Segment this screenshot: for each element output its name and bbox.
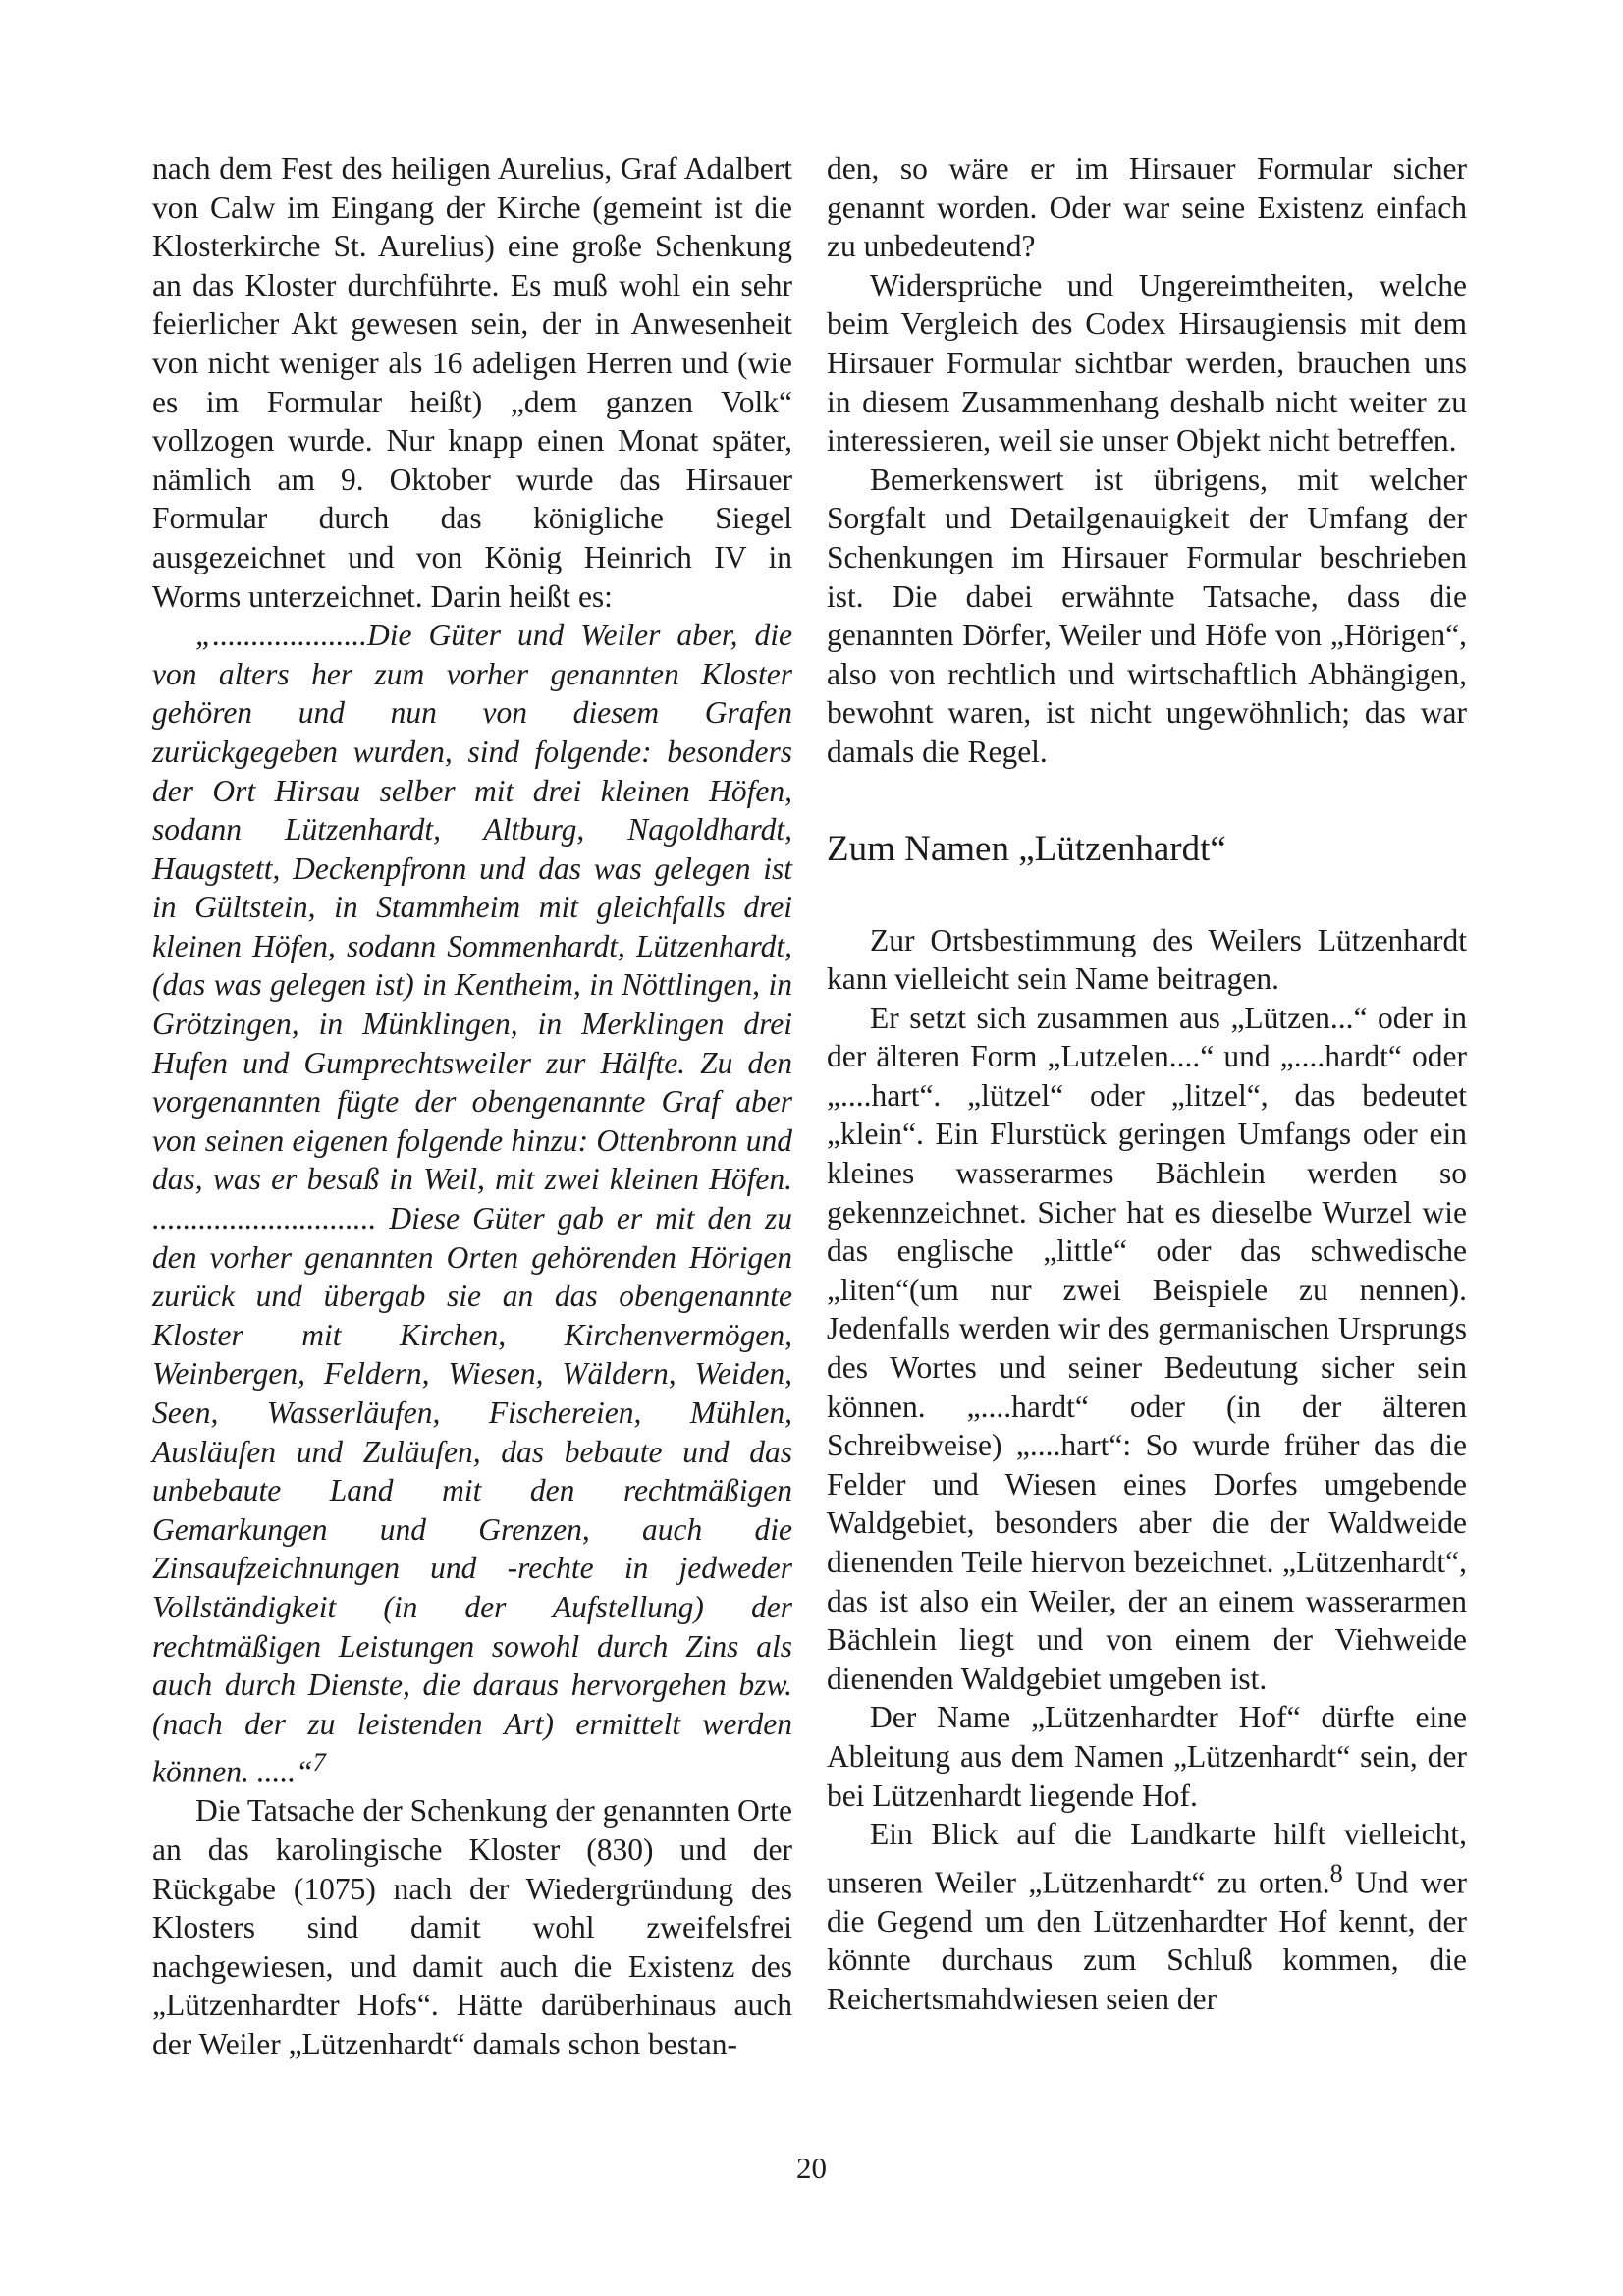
page-number: 20 [796, 2151, 827, 2185]
quote-hirsauer-formular [152, 616, 792, 1791]
paragraph-lutzenhardter-hof: Der Name „Lützenhardter Hof“ dürfte eine Ableitung aus dem Namen „Lützenhardt“ sein, der bei Lützenhardt liegende Hof. [827, 1700, 1467, 1813]
quote-text: „....................Die Güter und Weiler aber, die von alters her zum vorher genannten Kloster gehören und nun von diesem Grafen zurückgegeben wurden, sind folgende: besonders der Ort Hirsau selber mit drei kleinen Höfen, sodann Lützenhardt, Altburg, Nagoldhardt, Haugstett, Deckenpfronn und das was gelegen ist in Gültstein, in Stammheim mit gleichfalls drei kleinen Höfen, sodann Sommenhardt, Lützenhardt, (das was gelegen ist) in Kentheim, in Nöttlingen, in Grötzingen, in Münklingen, in Merklingen drei Hufen und Gumprechtsweiler zur Hälfte. Zu den vorgenannten fügte der obengenannte Graf aber von seinen eigenen folgende hinzu: Ottenbronn und das, was er besaß in Weil, mit zwei kleinen Höfen. ............................. Diese Güter gab er mit den zu den vorher genannten Orten gehörenden Hörigen zurück und übergab sie an das obengenannte Kloster mit Kirchen, Kirchenvermögen, Weinbergen, Feldern, Wiesen, Wäldern, Weiden, Seen, Wasserläufen, Fischereien, Mühlen, Ausläufen und Zuläufen, das bebaute und das unbebaute Land mit den rechtmäßigen Gemarkungen und Grenzen, auch die Zinsaufzeichnungen und -rechte in jedweder Vollständigkeit (in der Aufstellung) der rechtmäßigen Leistungen sowohl durch Zins als auch durch Dienste, die daraus hervorgehen bzw. (nach der zu leistenden Art) ermittelt werden können. .....“ [152, 618, 792, 1789]
paragraph-tatsache: Die Tatsache der Schenkung der genannten Orte an das karolingische Kloster (830) und der Rückgabe (1075) nach der Wiedergründung des Klosters sind damit wohl zweifelsfrei nachgewiesen, und damit auch die Existenz des „Lützenhardter Hofs“. Hätte darüberhinaus auch der Weiler „Lützenhardt“ damals schon bestan- [152, 1793, 792, 2061]
paragraph-landkarte [827, 1815, 1467, 2018]
left-column [152, 149, 792, 2064]
paragraph-widersprueche: Widersprüche und Ungereimtheiten, welche beim Vergleich des Codex Hirsaugiensis mit dem Hirsauer Formular sichtbar werden, brauchen uns in diesem Zusammenhang deshalb nicht weiter zu interessieren, weil sie unser Objekt nicht betreffen. [827, 267, 1467, 459]
paragraph-ortsbestimmung: Zur Ortsbestimmung des Weilers Lützenhardt kann vielleicht sein Name beitragen. [827, 922, 1467, 997]
paragraph-continuation: den, so wäre er im Hirsauer Formular sicher genannt worden. Oder war seine Existenz einfach zu unbedeutend? [827, 151, 1467, 264]
landkarte-text-cont: Und wer die Gegend um den Lützenhardter Hof kennt, der könnte durchaus zum Schluß kommen, die Reichertsmahdwiesen seien der [827, 1865, 1467, 2017]
footnote-ref-7: 7 [312, 1748, 326, 1777]
paragraph-bemerkenswert: Bemerkenswert ist übrigens, mit welcher Sorgfalt und Detailgenauigkeit der Umfang der Schenkungen im Hirsauer Formular beschrieben ist. Die dabei erwähnte Tatsache, dass die genannten Dörfer, Weiler und Höfe von „Hörigen“, also von rechtlich und wirtschaftlich Abhängigen, bewohnt waren, ist nicht ungewöhnlich; das war damals die Regel. [827, 462, 1467, 769]
landkarte-text: Ein Blick auf die Landkarte hilft vielleicht, unseren Weiler „Lützenhardt“ zu orten. [827, 1817, 1467, 1900]
footnote-ref-8: 8 [1329, 1858, 1343, 1887]
section-heading: Zum Namen „Lützenhardt“ [827, 828, 1226, 869]
paragraph-name-etymology: Er setzt sich zusammen aus „Lützen...“ oder in der älteren Form „Lutzelen....“ und „....hardt“ oder „....hart“. „lützel“ oder „litzel“, das bedeutet „klein“. Ein Flurstück geringen Umfangs oder ein kleines wasserarmes Bächlein werden so gekennzeichnet. Sicher hat es dieselbe Wurzel wie das englische „little“ oder das schwedische „liten“(um nur zwei Beispiele zu nennen). Jedenfalls werden wir des germanischen Ursprungs des Wortes und seiner Bedeutung sicher sein können. „....hardt“ oder (in der älteren Schreibweise) „....hart“: So wurde früher das die Felder und Wiesen eines Dorfes umgebende Waldgebiet, besonders aber die der Waldweide dienenden Teile hiervon bezeichnet. „Lützenhardt“, das ist also ein Weiler, der an einem wasserarmen Bächlein liegt und von einem der Viehweide dienenden Waldgebiet umgeben ist. [827, 1000, 1467, 1696]
right-column [827, 149, 1467, 2019]
paragraph-schenkung: nach dem Fest des heiligen Aurelius, Graf Adalbert von Calw im Eingang der Kirche (gemeint ist die Klosterkirche St. Aurelius) eine große Schenkung an das Kloster durchführte. Es muß wohl ein sehr feierlicher Akt gewesen sein, der in Anwesenheit von nicht weniger als 16 adeligen Herren und (wie es im Formular heißt) „dem ganzen Volk“ vollzogen wurde. Nur knapp einen Monat später, nämlich am 9. Oktober wurde das Hirsauer Formular durch das königliche Siegel ausgezeichnet und von König Heinrich IV in Worms unterzeichnet. Darin heißt es: [152, 151, 792, 614]
